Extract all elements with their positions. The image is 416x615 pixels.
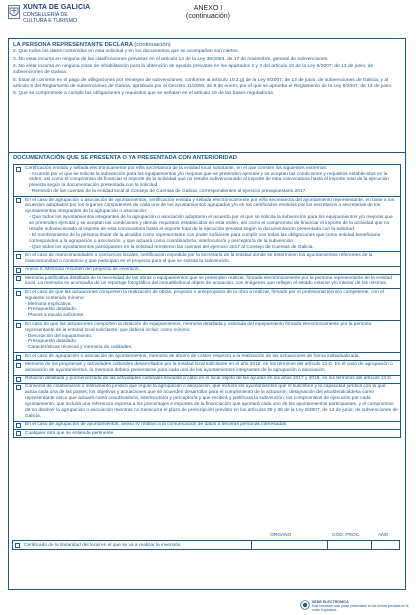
doc-line: - El nombramiento de la persona titular de la alcaldía como representante con poder suficiente para cumplir con todas las obligaciones que como entidad beneficiaria corresponden a la agrupación o asociación, y que actuará como coordinador/a, interlocutor/a y perceptor/a de la subvención. — [29, 232, 381, 244]
doc-line: - Memoria explicativa. — [25, 301, 72, 307]
doc-line: - Características técnicas y memoria de calidades. — [25, 345, 133, 351]
organ-cell[interactable] — [251, 541, 252, 550]
doc-row-certification — [13, 164, 401, 196]
organ-table-row — [12, 540, 400, 550]
doc-checkbox[interactable] — [16, 363, 21, 368]
section-divider — [9, 152, 405, 153]
doc-line: - Descripción del equipamiento. — [25, 333, 93, 339]
doc-row-equipamientos — [13, 320, 401, 352]
doc-line: Memoria de los programas y actividades culturales desarrollados por la entidad local solicitante en el año 2018, en los términos del artículo 13.D. En el caso de agrupación o asociación de ayuntamientos, la memoria deberá presentarse para cada uno de los ayuntamientos integrantes de la agrupación o asociación. — [25, 361, 393, 373]
doc-line: - Planos a escala suficiente. — [25, 313, 85, 319]
documentation-section-title: DOCUMENTACIÓN QUE SE PRESENTA O YA PRESENTADA CON ANTERIORIDAD — [13, 155, 237, 161]
col-year-header: AÑO — [378, 533, 389, 538]
doc-checkbox[interactable] — [16, 385, 21, 390]
doc-checkbox[interactable] — [16, 254, 21, 259]
seal-label: SEDE ELECTRÓNICA — [312, 600, 349, 604]
representative-title-suffix: (continuación) — [134, 42, 171, 48]
form-box — [8, 38, 406, 590]
col-code-header: CÓD. PROC. — [332, 533, 361, 538]
annex-title — [8, 5, 408, 21]
doc-line: En caso de que las actuaciones comporten la dotación de equipamientos, memoria detallada y valorada del equipamiento firmada electrónicamente por la persona representante de la entidad local solicitante, que deberá incluir, como mínimo: — [25, 321, 372, 333]
year-cell[interactable] — [371, 541, 372, 550]
annex-subtitle-text: (continuación) — [186, 13, 230, 20]
doc-line: Cualquier otra que se entienda pertinente. — [25, 430, 115, 436]
doc-checkbox[interactable] — [16, 198, 21, 203]
doc-row-relacion-actividades — [13, 375, 401, 383]
doc-line: - Presupuesto detallado. — [25, 307, 77, 313]
doc-line: - Que todos los ayuntamientos participantes en la solicitud remitieron las cuentas del ejercicio 2017 al Consejo de Cuentas de Galicia. — [29, 244, 314, 250]
declaration-item: 6. Que se compromete a cumplir las obligaciones y requisitos que se señalan en el artículo 19 de las bases reguladoras. — [13, 91, 275, 97]
doc-line: - Remisión de las cuentas de la entidad local al Consejo de Cuentas de Galicia, correspondientes al ejercicio presupuestario 2017. — [29, 189, 307, 195]
documentation-list — [13, 164, 401, 438]
representative-title-text: LA PERSONA REPRESENTANTE DECLARA — [13, 42, 133, 48]
doc-row-mancomunidades — [13, 251, 401, 265]
code-cell[interactable] — [327, 541, 328, 550]
doc-row-anexo-iv — [13, 421, 401, 429]
doc-checkbox[interactable] — [16, 323, 21, 328]
declaration-item: 5. Estar al corriente en el pago de obligaciones por reintegro de subvenciones, conforme al artículo 10.2.g) de la Ley 9/2007, de 13 de junio, de subvenciones de Galicia, y al artículo 9 del Reglamento de subvenciones de Galicia, aprobado por el Decreto 11/2009, de 8 de enero, por el que se aprueba el Reglamento de la Ley 9/2007, de 13 de junio. — [13, 77, 393, 89]
col-organ-header: ÓRGANO — [270, 533, 292, 538]
doc-row-otra — [13, 429, 401, 438]
declaration-item: 4. No estar incursa en ninguna clase de inhabilitación para la obtención de ayudas previstas en los apartados 2 y 3 del artículo 10 de la Ley 9/2007, de 13 de junio, de subvenciones de Galicia. — [13, 64, 374, 76]
page-footer — [300, 599, 412, 613]
titularidad-label: Certificado de la titularidad del local en el que se va a realizar la inversión. — [24, 543, 182, 548]
doc-line: Memoria justificativa detallada de la necesidad de las obras o equipamientos que se pretenden realizar, firmada electrónicamente por la persona representante de la entidad local. La memoria se acompaña de un reportaje fotográfico del inmueble/local objeto de actuación, con imágenes que reflejen el estado exterior y/o interior de los mismos. — [25, 275, 392, 287]
doc-line: En el caso de agrupación de ayuntamientos, anexo IV relativo a la comunicación de datos a terceras personas interesadas. — [25, 422, 288, 428]
doc-line: En el caso de agrupación o asociación de ayuntamientos, certificación emitida y sellada electrónicamente por el/la secretario/a del ayuntamiento representante, en base a los acuerdos adoptados por los órganos competentes de cada uno de los ayuntamientos agrupados y/o en los certificados emitidos por los secretarios o secretarias de los ayuntamientos integrantes de la agrupación o asociación: — [25, 197, 395, 215]
logo-main-text: XUNTA DE GALICIA — [23, 4, 91, 11]
doc-checkbox[interactable] — [16, 167, 21, 172]
organ-table-header — [12, 532, 400, 540]
page-header — [8, 4, 408, 32]
electronic-seal-icon — [300, 600, 310, 610]
doc-checkbox[interactable] — [16, 291, 21, 296]
doc-row-grouping-certification — [13, 196, 401, 252]
annex-title-text: ANEXO I — [193, 5, 223, 12]
doc-line: En el caso de mancomunidades o consorcios locales, certificación expedida por la secretaría de la entidad donde se determinen los ayuntamientos referentes de la mancomunidad o consorcio y que participan en el proyecto para el que se solicita la subvención. — [25, 253, 373, 264]
doc-line: Certificación emitida y sellada electrónicamente por el/la secretario/a de la entidad local solicitante, en el que consten los siguientes extremos: — [25, 165, 328, 171]
doc-row-memoria-justificativa — [13, 274, 401, 288]
doc-line: En el caso de agrupación o asociación de ayuntamientos, memoria de ahorro de costes respecto a la realización de las actuaciones de forma individualizada. — [25, 353, 360, 359]
doc-line: Convenio de colaboración o instrumento jurídico que regule la agrupación o asociación, que incluirá los ayuntamientos que lo suscriben y la capacidad jurídica con la que actúa cada una de las partes; los objetivos y actuaciones que se acuerden desarrollar para el cumplimiento de la actuación; designación del alcalde/alcaldesa como representante único que actuará como coordinador/a, interlocutor/a y perceptor/a y que recibirá y justificará la subvención; los compromisos de ejecución por cada ayuntamiento, que incluirá una referencia expresa a los porcentajes e importes de la financiación que aportará cada uno de los ayuntamientos participantes; y el compromiso de no disolver la agrupación o asociación mientras no transcurra el plazo de prescripción previsto en los artículos 35 y 36 de la Ley 9/2007, de 13 de junio, de subvenciones de Galicia. — [25, 384, 398, 419]
declaration-item: 2. Que todos los datos contenidos en esta solicitud y en los documentos que se acompañan son ciertos. — [13, 49, 239, 54]
representative-declarations — [13, 49, 401, 99]
doc-row-memoria-programas — [13, 360, 401, 374]
doc-checkbox[interactable] — [16, 423, 21, 428]
doc-row-ahorro-costes — [13, 352, 401, 360]
organ-table — [12, 532, 400, 550]
doc-checkbox[interactable] — [16, 377, 21, 382]
doc-line: Anexo II. Memoria resumen del proyecto de inversión. — [25, 267, 140, 273]
doc-checkbox[interactable] — [16, 276, 21, 281]
doc-line: - Acuerdo por el que se solicita la subvención para los equipamientos y/o mejoras que se pretenden ejecutar y se aceptan las condiciones y requisitos establecidos en la orden, así como el compromiso de financiar el importe de la actividad que no resulte subvencionado al importe de esta convocatoria hasta el importe total de la ejecución prevista según la documentación presentada con la solicitud. — [29, 171, 389, 189]
doc-checkbox[interactable] — [16, 268, 21, 273]
footer-note: Este formulario solo podrá presentarse en las formas previstas en la orden reguladora. — [312, 604, 409, 612]
doc-row-obras — [13, 288, 401, 320]
doc-checkbox[interactable] — [15, 543, 20, 548]
doc-row-convenio — [13, 383, 401, 421]
doc-row-anexo-ii — [13, 266, 401, 274]
declaration-item: 3. No estar incursa en ninguna de las clasificaciones previstas en el artículo 13 de la Ley 38/2003, de 17 de noviembre, general de subvenciones. — [13, 56, 329, 62]
logo-sub-text-2: CULTURA E TURISMO — [23, 18, 77, 24]
doc-line: - Que todos los ayuntamientos integrantes de la agrupación o asociación adoptaron el acuerdo por el que se solicita la subvención para los equipamientos y/o mejoras que se pretenden ejecutar y se aceptan las condiciones y demás requisitos establecidos en esta orden, así como el compromiso de financiar el importe de la actividad que no resulte subvencionado al importe de esta convocatoria hasta el importe total de la ejecución prevista según la documentación presentada con la solicitud. — [29, 215, 393, 233]
doc-line: En el caso de que las actuaciones comporten la realización de obras, proyecto o anteproyecto de la obra a realizar, firmado por el profesional técnico competente, con el siguiente contenido mínimo: — [25, 289, 384, 301]
doc-checkbox[interactable] — [16, 355, 21, 360]
logo-sub-text-1: CONSELLERÍA DE — [23, 12, 68, 18]
doc-line: Relación detallada y pormenorizada de las actividades culturales llevadas a cabo en el local objeto de las ayudas en los años 2017 y 2018, en los términos del artículo 13.D. — [25, 376, 393, 382]
doc-checkbox[interactable] — [16, 431, 21, 436]
doc-line: - Presupuesto detallado. — [25, 339, 77, 345]
representative-section-title — [13, 42, 171, 49]
